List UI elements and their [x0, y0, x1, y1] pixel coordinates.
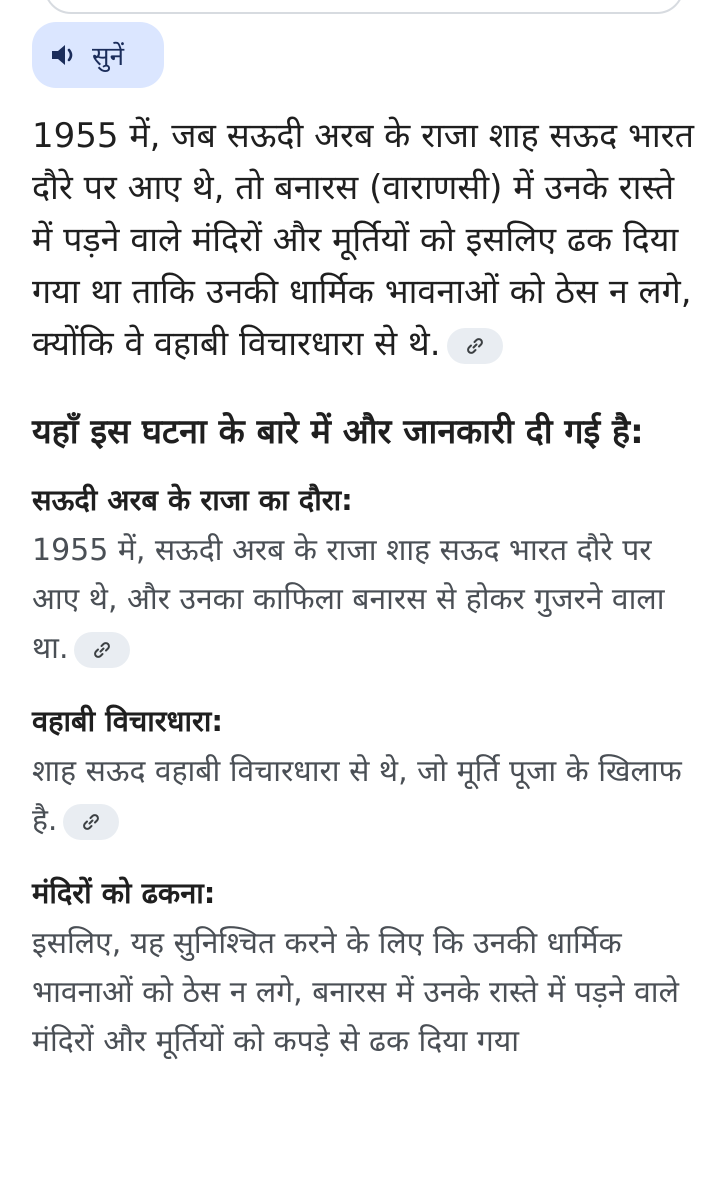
intro-text: 1955 में, जब सऊदी अरब के राजा शाह सऊद भारत दौरे पर आए थे, तो बनारस (वाराणसी) में उनके रास्ते में पड़ने वाले मंदिरों और मूर्तियों को इसलिए ढक दिया गया था ताकि उनकी धार्मिक भावनाओं को ठेस न लगे, क्योंकि वे वहाबी विचारधारा से थे.: [32, 116, 694, 364]
section-title: मंदिरों को ढकना:: [32, 876, 216, 910]
listen-label: सुनें: [92, 42, 125, 72]
link-icon: [465, 336, 485, 356]
source-link-chip[interactable]: [63, 804, 119, 840]
search-bar[interactable]: [44, 0, 684, 14]
section-covering: [32, 873, 702, 1066]
section-title: सऊदी अरब के राजा का दौरा:: [32, 483, 353, 517]
section-body-text: इसलिए, यह सुनिश्चित करने के लिए कि उनकी धार्मिक भावनाओं को ठेस न लगे, बनारस में उनके रास्ते में पड़ने वाले मंदिरों और मूर्तियों को कपड़े से ढक दिया गया: [32, 926, 679, 1059]
answer-content: [32, 110, 702, 1094]
subheading: यहाँ इस घटना के बारे में और जानकारी दी गई है:: [32, 412, 644, 452]
section-visit: [32, 480, 702, 673]
intro-paragraph: [32, 110, 702, 370]
section-body: [32, 747, 702, 845]
section-body-text: 1955 में, सऊदी अरब के राजा शाह सऊद भारत दौरे पर आए थे, और उनका काफिला बनारस से होकर गुजरने वाला था.: [32, 533, 665, 666]
source-link-chip[interactable]: [447, 328, 503, 364]
section-wahabi: [32, 701, 702, 845]
listen-button[interactable]: [32, 22, 164, 88]
section-body: [32, 526, 702, 673]
speaker-icon: [50, 42, 78, 68]
section-body-text: शाह सऊद वहाबी विचारधारा से थे, जो मूर्ति पूजा के खिलाफ है.: [32, 754, 682, 838]
link-icon: [81, 812, 101, 832]
section-body: [32, 919, 702, 1066]
link-icon: [92, 640, 112, 660]
section-title: वहाबी विचारधारा:: [32, 704, 223, 738]
source-link-chip[interactable]: [74, 632, 130, 668]
